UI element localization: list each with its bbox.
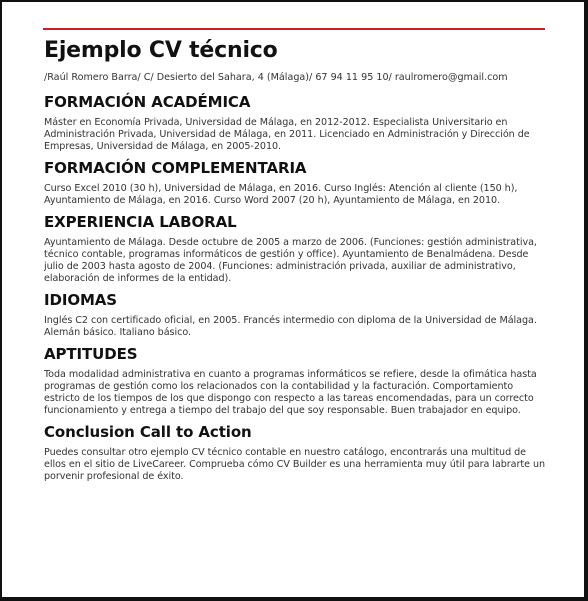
page-title: Ejemplo CV técnico <box>44 38 278 63</box>
section-formacion-complementaria <box>44 158 546 207</box>
section-heading: Conclusion Call to Action <box>44 423 252 441</box>
section-text: Inglés C2 con certificado oficial, en 2005. Francés intermedio con diploma de la Universidad de Málaga. Alemán básico. Italiano básico. <box>44 315 537 338</box>
section-conclusion <box>44 422 546 483</box>
section-heading: APTITUDES <box>44 345 138 363</box>
section-heading: FORMACIÓN COMPLEMENTARIA <box>44 159 307 177</box>
section-text: Máster en Economía Privada, Universidad de Málaga, en 2012-2012. Especialista Universitario en Administración Privada, Universidad de Málaga, en 2011. Licenciado en Administración y Dirección de Empresas, Universidad de Málaga, en 2005-2010. <box>44 117 530 152</box>
section-heading: FORMACIÓN ACADÉMICA <box>44 93 251 111</box>
contact-line: /Raúl Romero Barra/ C/ Desierto del Sahara, 4 (Málaga)/ 67 94 11 95 10/ raulromero@gmail.com <box>44 72 508 83</box>
section-heading: IDIOMAS <box>44 291 118 309</box>
section-text: Toda modalidad administrativa en cuanto a programas informáticos se refiere, desde la ofimática hasta programas de gestión como los relacionados con la contabilidad y la facturación. Comportamiento estricto de los tiempos de los que dispongo con respecto a las tareas encomendadas, para un correcto funcionamiento y entrega a tiempo del trabajo del que soy responsable. Buen trabajador en equipo. <box>44 369 537 416</box>
section-heading: EXPERIENCIA LABORAL <box>44 213 237 231</box>
section-idiomas <box>44 290 546 339</box>
section-formacion-academica <box>44 92 546 153</box>
section-text: Puedes consultar otro ejemplo CV técnico contable en nuestro catálogo, encontrarás una multitud de ellos en el sitio de LiveCareer. Comprueba cómo CV Builder es una herramienta muy útil para labrarte un porvenir profesional de éxito. <box>44 447 546 482</box>
resume-document <box>44 36 546 488</box>
section-aptitudes <box>44 344 546 417</box>
accent-rule <box>43 28 545 30</box>
section-experiencia-laboral <box>44 212 546 285</box>
section-text: Ayuntamiento de Málaga. Desde octubre de 2005 a marzo de 2006. (Funciones: gestión administrativa, técnico contable, programas informáticos de gestión y office). Ayuntamiento de Benalmádena. Desde julio de 2003 hasta agosto de 2004. (Funciones: administración privada, auxiliar de administrativo, elaboración de informes de la entidad). <box>44 237 537 284</box>
section-text: Curso Excel 2010 (30 h), Universidad de Málaga, en 2016. Curso Inglés: Atención al cliente (150 h), Ayuntamiento de Málaga, en 2016. Curso Word 2007 (20 h), Ayuntamiento de Málaga, en 2010. <box>44 183 518 206</box>
